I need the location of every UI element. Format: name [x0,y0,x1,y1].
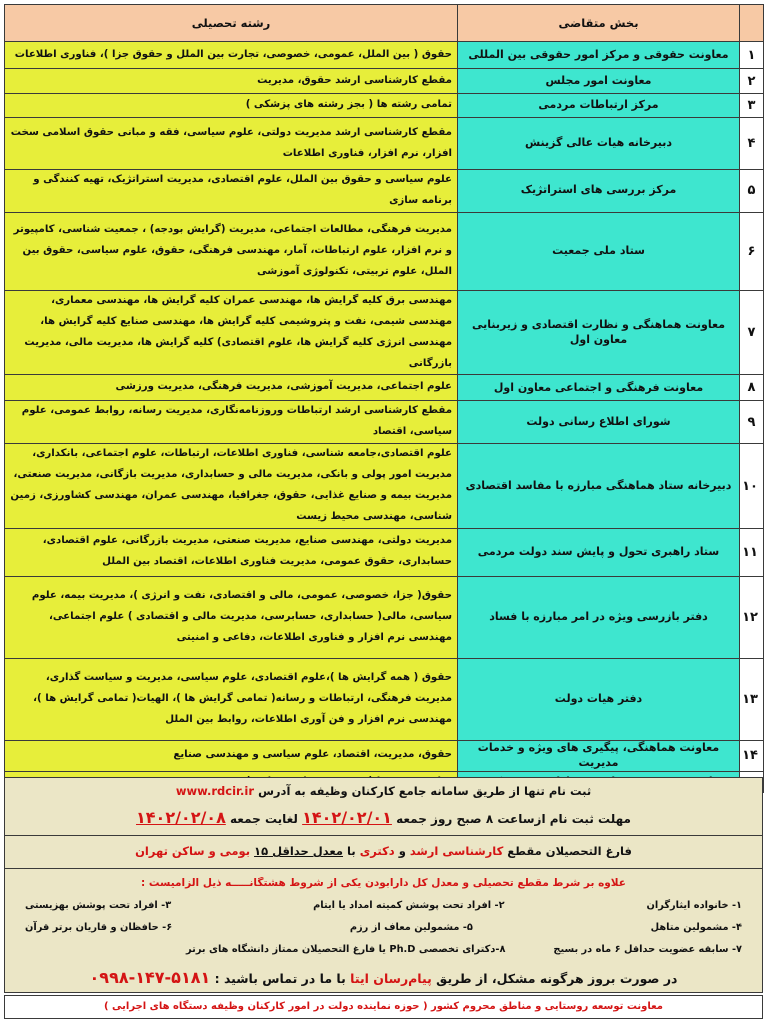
table-row [5,212,764,290]
table-row [5,118,764,170]
contact-phone[interactable]: ۰۹۹۸-۱۴۷-۵۱۸۱ [89,968,211,987]
row-number: ۶ [740,212,764,290]
row-department: مرکز بررسی های استراتژیک [458,170,740,213]
row-field: مدیریت فرهنگی، مطالعات اجتماعی، مدیریت (گرایش بودجه) ، جمعیت شناسی، کامپیوتر و نرم افزار، علوم ارتباطات، آمار، مهندسی فرهنگی، حقوق، علوم سیاسی، حقوق بین الملل، علوم تربیتی، تکنولوژی آموزشی [5,212,458,290]
table-row [5,42,764,69]
table-body [5,42,764,793]
contact-prefix: در صورت بروز هرگونه مشکل، از طریق [436,971,678,986]
row-field: حقوق، مدیریت، اقتصاد، علوم سیاسی و مهندسی صنایع [5,740,458,771]
row-department: دبیرخانه هیات عالی گزینش [458,118,740,170]
table-row [5,290,764,375]
conditions-title: علاوه بر شرط مقطع تحصیلی و معدل کل دارابودن یکی از شروط هشتگانـــــه ذیل الزامیست : [141,877,626,889]
table-row [5,69,764,94]
row-department: دفتر بازرسی ویژه در امر مبارزه با فساد [458,576,740,658]
table-row [5,740,764,771]
contact-line [5,968,762,987]
row-number: ۱ [740,42,764,69]
table-row [5,401,764,444]
table-row [5,658,764,740]
grad-phd: دکتری [359,844,395,858]
footer-divider-2 [5,868,762,869]
table-row [5,576,764,658]
row-number: ۵ [740,170,764,213]
footer-divider-1 [5,835,762,836]
header-cell-spacer [740,5,764,42]
grad-prefix: فارغ التحصیلان مقطع [507,844,632,858]
row-field: حقوق( جزا، خصوصی، عمومی، مالی و اقتصادی، نفت و انرژی )، مدیریت بیمه، علوم سیاسی، مالی( حسابداری، حسابرسی، مدیریت مالی و اقتصادی ) علوم اجتماعی، مهندسی نرم افزار و فناوری اطلاعات، دفاعی و امنیتی [5,576,458,658]
graduate-line [5,844,762,858]
row-number: ۱۰ [740,444,764,529]
grad-gpa: معدل حداقل ۱۵ [254,844,344,858]
row-department: دفتر هیات دولت [458,658,740,740]
deadline-line [5,808,762,827]
conditions-row-3 [25,944,742,955]
row-field: حقوق ( همه گرایش ها )،علوم اقتصادی، علوم سیاسی، مدیریت و سیاست گذاری، مدیریت فرهنگی، ارتباطات و رسانه( تمامی گرایش ها )، الهیات( تمامی گرایش ها )، مهندسی نرم افزار و فن آوری اطلاعات، روابط بین الملل [5,658,458,740]
register-text: ثبت نام تنها از طریق سامانه جامع کارکنان وظیفه به آدرس [258,784,592,798]
row-field: تمامی رشته ها ( بجز رشته های پزشکی ) [5,94,458,118]
contact-channel: پیام‌رسان ایتا [350,971,432,986]
row-number: ۱۲ [740,576,764,658]
condition-item: ۱- خانواده ایثارگران [646,900,742,911]
condition-item: ۷- سابقه عضویت حداقل ۶ ماه در بسیج [553,944,742,955]
row-department: معاونت هماهنگی و نظارت اقتصادی و زیربنایی معاون اول [458,290,740,375]
positions-table [4,4,764,793]
row-number: ۱۱ [740,528,764,576]
bottom-note: معاونت توسعه روستایی و مناطق محروم کشور ( حوزه نماینده دولت در امور کارکنان وظیفه دستگاه های اجرایی ) [4,995,763,1019]
grad-suffix: بومی و ساکن تهران [135,844,251,858]
row-number: ۱۳ [740,658,764,740]
row-number: ۳ [740,94,764,118]
row-field: علوم سیاسی و حقوق بین الملل، علوم اقتصادی، مدیریت استراتژیک، تهیه کنندگی و برنامه سازی [5,170,458,213]
row-field: مقطع کارشناسی ارشد مدیریت دولتی، علوم سیاسی، فقه و مبانی حقوق اسلامی سخت افزار، نرم افزار، فناوری اطلاعات [5,118,458,170]
row-field: مهندسی برق کلیه گرایش ها، مهندسی عمران کلیه گرایش ها، مهندسی معماری، مهندسی شیمی، نفت و پتروشیمی کلیه گرایش ها، مهندسی صنایع کلیه گرایش ها، مهندسی انرژی کلیه گرایش ها، علوم اقتصادی) کلیه گرایش ها، مدیریت مالی، مدیریت بازرگانی [5,290,458,375]
row-field: علوم اجتماعی، مدیریت آموزشی، مدیریت فرهنگی، مدیریت ورزشی [5,375,458,401]
row-field: علوم اقتصادی،جامعه شناسی، فناوری اطلاعات، ارتباطات، علوم اجتماعی، بانکداری، مدیریت امور پولی و بانکی، مدیریت مالی و حسابداری، مدیریت بازگانی، مدیریت صنعتی، مدیریت بیمه و صنایع غذایی، حقوق، جغرافیا، مهندسی عمران، مهندسی کشاورزی، زمین شناسی، مهندسی محیط زیست [5,444,458,529]
table-row [5,94,764,118]
table-row [5,528,764,576]
row-number: ۴ [740,118,764,170]
contact-middle: با ما در تماس باشید : [214,971,346,986]
row-department: ستاد ملی جمعیت [458,212,740,290]
grad-with: با [347,844,356,858]
deadline-prefix: مهلت ثبت نام ازساعت ۸ صبح روز جمعه [396,812,631,826]
conditions-row-2 [25,922,742,933]
row-department: شورای اطلاع رسانی دولت [458,401,740,444]
grad-and: و [398,844,406,858]
table-row [5,444,764,529]
row-department: معاونت حقوقی و مرکز امور حقوقی بین المللی [458,42,740,69]
row-department: ستاد راهبری تحول و پایش سند دولت مردمی [458,528,740,576]
row-number: ۹ [740,401,764,444]
row-field: مدیریت دولتی، مهندسی صنایع، مدیریت صنعتی، مدیریت بازرگانی، علوم اقتصادی، حسابداری، حقوق عمومی، مدیریت فناوری اطلاعات، اقتصاد بین الملل [5,528,458,576]
row-number: ۷ [740,290,764,375]
deadline-middle: لغایت جمعه [230,812,298,826]
condition-item: ۸-دکترای تخصصی Ph.D یا فارغ التحصیلان ممتاز دانشگاه های برتر [186,944,506,955]
row-field: مقطع کارشناسی ارشد ارتباطات وروزنامه‌نگاری، مدیریت رسانه، روابط عمومی، علوم سیاسی، اقتصاد [5,401,458,444]
table-row [5,170,764,213]
row-department: مرکز ارتباطات مردمی [458,94,740,118]
condition-item: ۴- مشمولین متاهل [650,922,742,933]
condition-item: ۵- مشمولین معاف از رزم [349,922,473,933]
table-header-row [5,5,764,42]
header-department: بخش متقاضی [458,5,740,42]
row-department: معاونت هماهنگی، پیگیری های ویژه و خدمات مدیریت [458,740,740,771]
table-row [5,375,764,401]
header-field: رشته تحصیلی [5,5,458,42]
condition-item: ۶- حافظان و قاریان برتر قرآن [25,922,173,933]
row-department: معاونت امور مجلس [458,69,740,94]
conditions-row-1 [25,900,742,911]
start-date: ۱۴۰۲/۰۲/۰۱ [302,808,392,827]
condition-item: ۲- افراد تحت پوشش کمیته امداد یا ایتام [313,900,505,911]
register-line [5,784,762,798]
row-number: ۸ [740,375,764,401]
condition-item: ۳- افراد تحت پوشش بهزیستی [25,900,172,911]
row-number: ۲ [740,69,764,94]
website-link[interactable]: www.rdcir.ir [175,784,255,798]
row-field: مقطع کارشناسی ارشد حقوق، مدیریت [5,69,458,94]
row-department: معاونت فرهنگی و اجتماعی معاون اول [458,375,740,401]
row-number: ۱۴ [740,740,764,771]
grad-degrees: کارشناسی ارشد [409,844,504,858]
row-department: دبیرخانه ستاد هماهنگی مبارزه با مفاسد اقتصادی [458,444,740,529]
row-field: حقوق ( بین الملل، عمومی، خصوصی، تجارت بین الملل و حقوق جزا )، فناوری اطلاعات [5,42,458,69]
footer-info-box [4,777,763,993]
end-date: ۱۴۰۲/۰۲/۰۸ [136,808,226,827]
